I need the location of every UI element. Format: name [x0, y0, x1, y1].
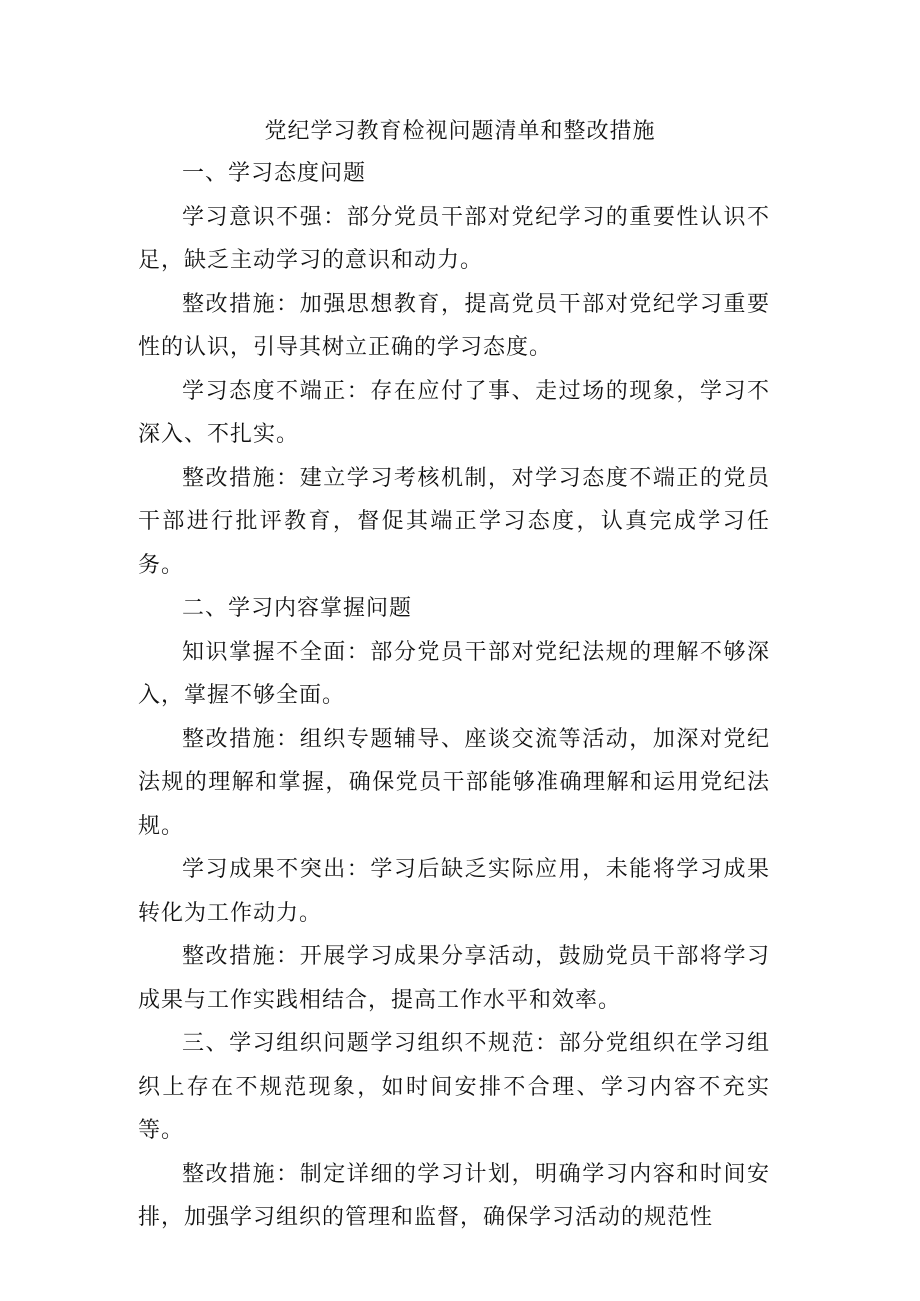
- document-body: [138, 152, 770, 1240]
- measure-paragraph: 整改措施：组织专题辅导、座谈交流等活动，加深对党纪法规的理解和掌握，确保党员干部能够准确理解和运用党纪法规。: [138, 726, 770, 839]
- measure-paragraph: 整改措施：制定详细的学习计划，明确学习内容和时间安排，加强学习组织的管理和监督，确保学习活动的规范性: [138, 1161, 770, 1230]
- document-title: 党纪学习教育检视问题清单和整改措施: [264, 119, 656, 144]
- issue-paragraph: 学习意识不强：部分党员干部对党纪学习的重要性认识不足，缺乏主动学习的意识和动力。: [138, 204, 770, 273]
- section-heading-organization: 三、学习组织问题学习组织不规范：部分党组织在学习组织上存在不规范现象，如时间安排不合理、学习内容不充实等。: [138, 1031, 770, 1143]
- issue-paragraph: 知识掌握不全面：部分党员干部对党纪法规的理解不够深入，掌握不够全面。: [138, 639, 770, 708]
- issue-paragraph: 学习态度不端正：存在应付了事、走过场的现象，学习不深入、不扎实。: [138, 378, 770, 447]
- section-heading-attitude: 一、学习态度问题: [182, 161, 367, 186]
- section-heading-content: 二、学习内容掌握问题: [182, 596, 413, 621]
- measure-paragraph: 整改措施：建立学习考核机制，对学习态度不端正的党员干部进行批评教育，督促其端正学习态度，认真完成学习任务。: [138, 465, 770, 578]
- measure-paragraph: 整改措施：加强思想教育，提高党员干部对党纪学习重要性的认识，引导其树立正确的学习态度。: [138, 291, 770, 360]
- issue-paragraph: 学习成果不突出：学习后缺乏实际应用，未能将学习成果转化为工作动力。: [138, 857, 770, 926]
- measure-paragraph: 整改措施：开展学习成果分享活动，鼓励党员干部将学习成果与工作实践相结合，提高工作水平和效率。: [138, 944, 770, 1013]
